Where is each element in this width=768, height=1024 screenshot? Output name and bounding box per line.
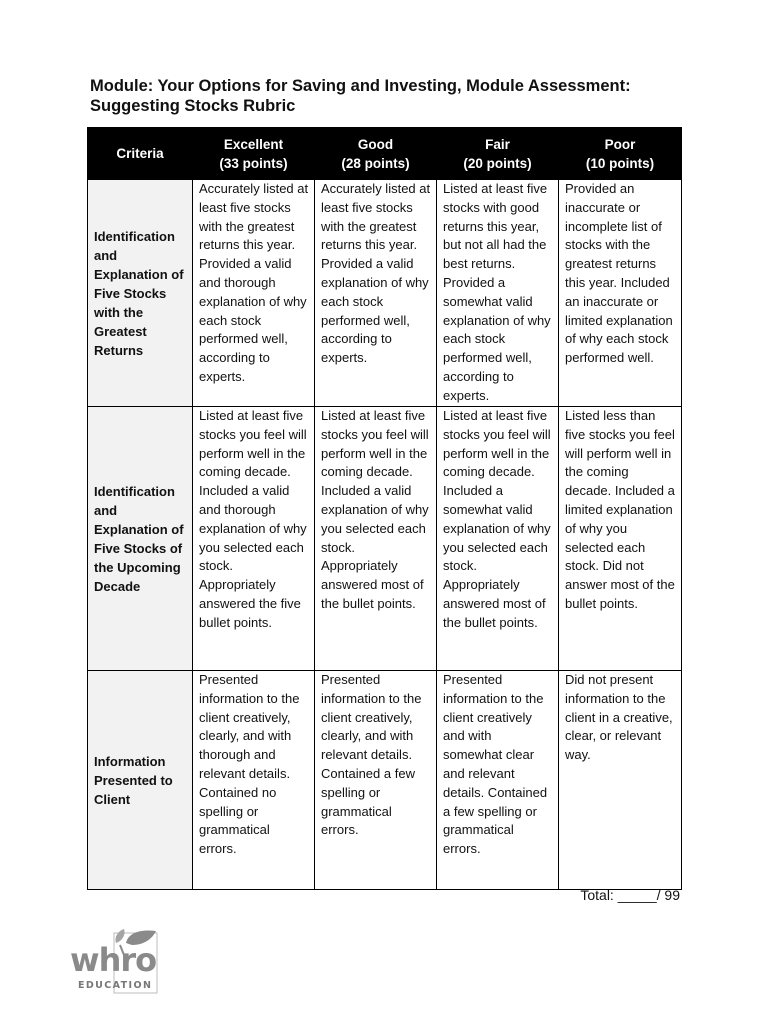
table-row: [88, 407, 682, 671]
level-points: (10 points): [585, 155, 655, 171]
rubric-cell: Presented information to the client creatively and with somewhat clear and relevant details. Contained a few spelling or grammatical errors.: [437, 671, 559, 890]
level-name: Good: [357, 136, 394, 152]
table-row: [88, 180, 682, 407]
level-name: Poor: [604, 136, 636, 152]
table-row: [88, 671, 682, 890]
rubric-table: [87, 127, 682, 890]
rubric-cell: Did not present information to the client in a creative, clear, or relevant way.: [559, 671, 682, 890]
level-header-good: [315, 128, 437, 180]
level-points: (33 points): [219, 155, 288, 171]
logo-wordmark: whro: [70, 941, 157, 979]
criteria-header: Criteria: [88, 128, 193, 180]
level-header-fair: [437, 128, 559, 180]
rubric-cell: Provided an inaccurate or incomplete list of stocks with the greatest returns this year. Included an inaccurate or limited explanation of why each stock performed well.: [559, 180, 682, 407]
rubric-cell: Listed at least five stocks you feel will perform well in the coming decade. Included a valid explanation of why you selected each stock. Appropriately answered most of the bullet points.: [315, 407, 437, 671]
rubric-cell: Listed less than five stocks you feel will perform well in the coming decade. Included a limited explanation of why you selected each stock. Did not answer most of the bullet points.: [559, 407, 682, 671]
rubric-cell: Listed at least five stocks you feel will perform well in the coming decade. Included a somewhat valid explanation of why you selected each stock. Appropriately answered most of the bullet points.: [437, 407, 559, 671]
page-title: Module: Your Options for Saving and Investing, Module Assessment: Suggesting Stocks Rubric: [90, 77, 631, 115]
rubric-cell: Presented information to the client creatively, clearly, and with thorough and relevant details. Contained no spelling or grammatical errors.: [193, 671, 315, 890]
criterion-cell: Information Presented to Client: [88, 671, 193, 890]
level-header-excellent: [193, 128, 315, 180]
level-name: Fair: [485, 136, 510, 152]
whro-logo: [70, 925, 162, 995]
rubric-cell: Presented information to the client creatively, clearly, and with relevant details. Contained a few spelling or grammatical errors.: [315, 671, 437, 890]
total-score: Total: _____/ 99: [580, 887, 680, 903]
criterion-cell: Identification and Explanation of Five Stocks of the Upcoming Decade: [88, 407, 193, 671]
rubric-cell: Accurately listed at least five stocks with the greatest returns this year. Provided a valid and thorough explanation of why each stock performed well, according to experts.: [193, 180, 315, 407]
criterion-cell: Identification and Explanation of Five Stocks with the Greatest Returns: [88, 180, 193, 407]
level-points: (28 points): [341, 155, 410, 171]
level-name: Excellent: [223, 136, 284, 152]
header-row: [88, 128, 682, 180]
level-header-poor: [559, 128, 682, 180]
rubric-cell: Listed at least five stocks with good returns this year, but not all had the best returns. Provided a somewhat valid explanation of why each stock performed well, according to experts.: [437, 180, 559, 407]
rubric-cell: Accurately listed at least five stocks with the greatest returns this year. Provided a valid explanation of why each stock performed well, according to experts.: [315, 180, 437, 407]
level-points: (20 points): [463, 155, 532, 171]
rubric-cell: Listed at least five stocks you feel will perform well in the coming decade. Included a valid and thorough explanation of why you selected each stock. Appropriately answered the five bullet points.: [193, 407, 315, 671]
logo-subtitle: EDUCATION: [78, 980, 153, 991]
